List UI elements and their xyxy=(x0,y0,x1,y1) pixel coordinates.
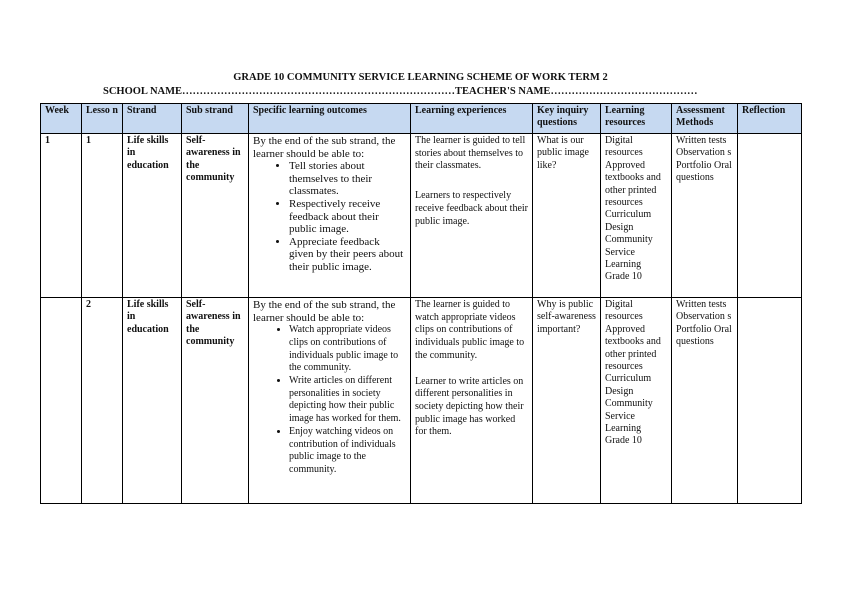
experience-item: Learners to respectively receive feedback about their public image. xyxy=(415,190,528,227)
experience-item: Learner to write articles on different personalities in society depicting how their public image has worked for them. xyxy=(415,375,524,438)
week-cell: 1 xyxy=(41,134,82,298)
outcome-item: • Appreciate feedback given by their peers about their public image. xyxy=(289,236,406,274)
table-row xyxy=(41,298,802,504)
school-teacher-name-line: SCHOOL NAME……………………………………………………………………TEACHER'S NAME…………………………………… xyxy=(103,86,698,97)
header-sub-strand: Sub strand xyxy=(182,104,249,134)
outcomes-cell xyxy=(249,298,411,504)
lesson-cell: 2 xyxy=(82,298,123,504)
header-strand: Strand xyxy=(123,104,182,134)
header-lesson: Lesso n xyxy=(82,104,123,134)
document-title: GRADE 10 COMMUNITY SERVICE LEARNING SCHEME OF WORK TERM 2 xyxy=(233,72,608,83)
resources-cell: Digital resources Approved textbooks and other printed resources Curriculum Design Community Service Learning Grade 10 xyxy=(601,298,672,504)
header-reflection: Reflection xyxy=(738,104,802,134)
sub-strand-cell: Self-awareness in the community xyxy=(182,134,249,298)
outcome-item: • Watch appropriate videos clips on contributions of individuals public image to the community. xyxy=(289,324,406,375)
strand-cell: Life skills in education xyxy=(123,134,182,298)
table-row xyxy=(41,134,802,298)
assessment-cell: Written tests Observation s Portfolio Oral questions xyxy=(672,134,738,298)
outcome-item: • Write articles on different personalities in society depicting how their public image has worked for them. xyxy=(289,375,406,426)
outcomes-intro: By the end of the sub strand, the learner should be able to: xyxy=(253,299,396,324)
header-outcomes: Specific learning outcomes xyxy=(249,104,411,134)
question-cell: Why is public self-awareness important? xyxy=(533,298,601,504)
header-week: Week xyxy=(41,104,82,134)
outcome-item: • Respectively receive feedback about their public image. xyxy=(289,198,406,236)
reflection-cell xyxy=(738,134,802,298)
strand-cell: Life skills in education xyxy=(123,298,182,504)
assessment-cell: Written tests Observation s Portfolio Oral questions xyxy=(672,298,738,504)
question-cell: What is our public image like? xyxy=(533,134,601,298)
header-experiences: Learning experiences xyxy=(411,104,533,134)
scheme-of-work-table xyxy=(40,103,802,504)
header-questions: Key inquiry questions xyxy=(533,104,601,134)
sub-strand-cell: Self-awareness in the community xyxy=(182,298,249,504)
experience-item: The learner is guided to watch appropriate videos clips on contributions of individuals public image to the community. xyxy=(415,299,525,361)
lesson-cell: 1 xyxy=(82,134,123,298)
outcome-item: • Tell stories about themselves to their classmates. xyxy=(289,160,406,198)
experiences-cell xyxy=(411,298,533,504)
header-row xyxy=(41,104,802,134)
resources-cell: Digital resources Approved textbooks and other printed resources Curriculum Design Community Service Learning Grade 10 xyxy=(601,134,672,298)
reflection-cell xyxy=(738,298,802,504)
week-cell xyxy=(41,298,82,504)
outcomes-cell xyxy=(249,134,411,298)
experience-item: The learner is guided to tell stories about themselves to their classmates. xyxy=(415,135,526,172)
outcome-item: • Enjoy watching videos on contribution of individuals public image to the community. xyxy=(289,426,406,477)
outcomes-intro: By the end of the sub strand, the learner should be able to: xyxy=(253,135,396,160)
experiences-cell xyxy=(411,134,533,298)
header-assessment: Assessment Methods xyxy=(672,104,738,134)
header-resources: Learning resources xyxy=(601,104,672,134)
